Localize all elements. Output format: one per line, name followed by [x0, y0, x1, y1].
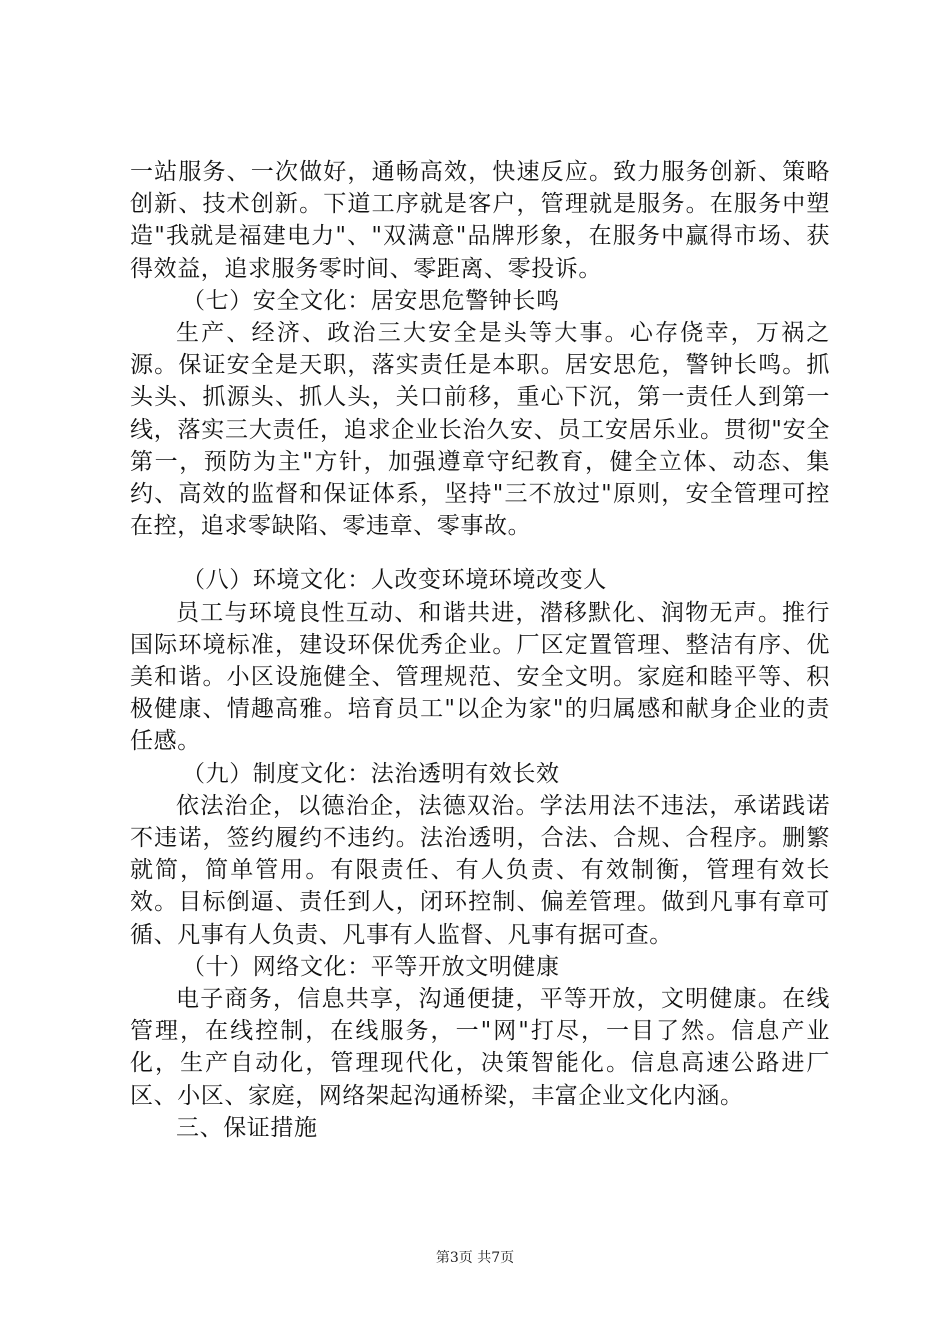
section-heading-network: （十）网络文化：平等开放文明健康 [182, 953, 560, 980]
body-paragraph: 依法治企，以德治企，法德双治。学法用法不违法，承诺践诺不违诺，签约履约不违约。法治透明，合法、合规、合程序。删繁就简，简单管用。有限责任、有人负责、有效制衡，管理有效长效。目标倒逼、责任到人，闭环控制、偏差管理。做到凡事有章可循、凡事有人负责、凡事有人监督、凡事有据可查。 [130, 792, 830, 948]
section-heading-measures: 三、保证措施 [176, 1114, 318, 1141]
body-paragraph: 员工与环境良性互动、和谐共进，潜移默化、润物无声。推行国际环境标准，建设环保优秀企业。厂区定置管理、整洁有序、优美和谐。小区设施健全、管理规范、安全文明。家庭和睦平等、积极健康、情趣高雅。培育员工"以企为家"的归属感和献身企业的责任感。 [130, 599, 830, 755]
document-body [130, 156, 830, 1144]
body-paragraph: 一站服务、一次做好，通畅高效，快速反应。致力服务创新、策略创新、技术创新。下道工序就是客户，管理就是服务。在服务中塑造"我就是福建电力"、"双满意"品牌形象，在服务中赢得市场、获得效益，追求服务零时间、零距离、零投诉。 [130, 159, 830, 282]
section-heading-system: （九）制度文化：法治透明有效长效 [182, 760, 560, 787]
body-paragraph: 电子商务，信息共享，沟通便捷，平等开放，文明健康。在线管理，在线控制，在线服务，一"网"打尽，一目了然。信息产业化，生产自动化，管理现代化，决策智能化。信息高速公路进厂区、小区、家庭，网络架起沟通桥梁，丰富企业文化内涵。 [130, 986, 830, 1109]
page-number-footer: 第3页 共7页 [435, 1250, 515, 1266]
section-heading-environment: （八）环境文化：人改变环境环境改变人 [182, 567, 607, 594]
body-paragraph: 生产、经济、政治三大安全是头等大事。心存侥幸，万祸之源。保证安全是天职，落实责任是本职。居安思危，警钟长鸣。抓头头、抓源头、抓人头，关口前移，重心下沉，第一责任人到第一线，落实三大责任，追求企业长治久安、员工安居乐业。贯彻"安全第一，预防为主"方针，加强遵章守纪教育，健全立体、动态、集约、高效的监督和保证体系，坚持"三不放过"原则，安全管理可控在控，追求零缺陷、零违章、零事故。 [130, 320, 830, 540]
section-heading-safety: （七）安全文化：居安思危警钟长鸣 [182, 287, 560, 314]
